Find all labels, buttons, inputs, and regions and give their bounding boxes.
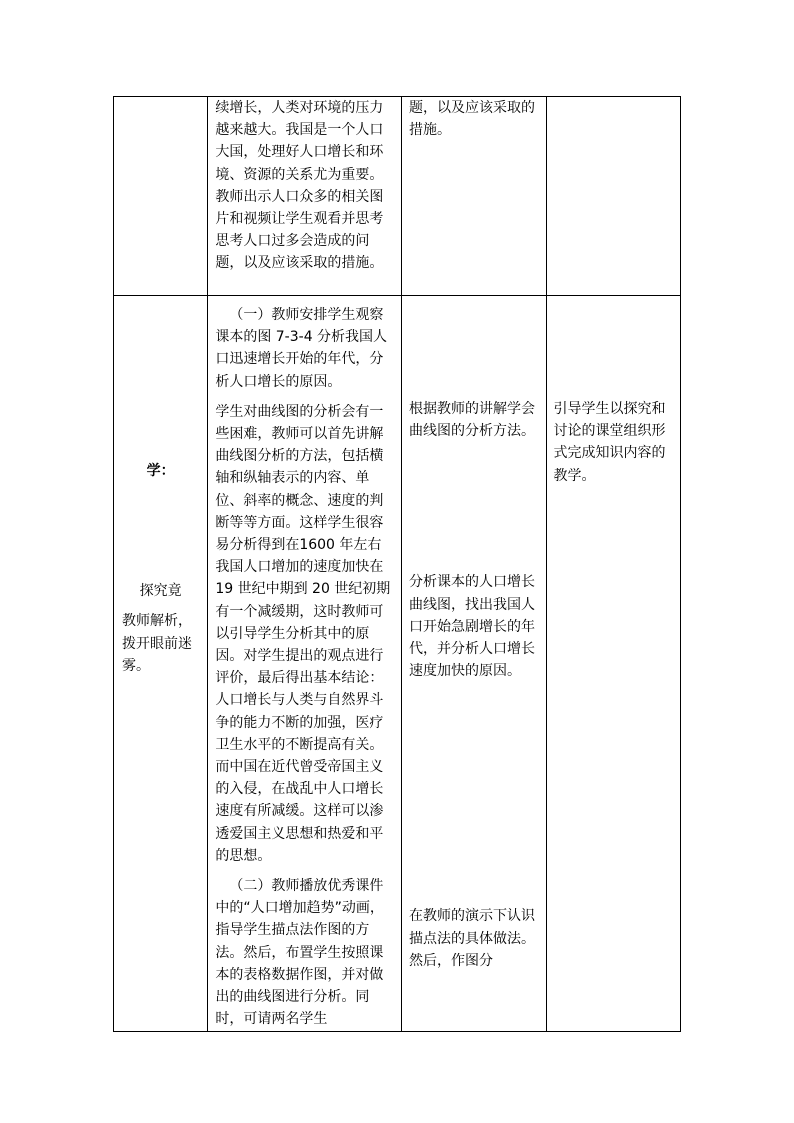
stage-heading: 学： (146, 463, 175, 479)
design-intent-text: 引导学生以探究和讨论的课堂组织形式完成知识内容的教学。 (553, 401, 666, 484)
table-row (114, 296, 681, 1032)
teacher-activity-cell (208, 97, 402, 296)
table-row (114, 97, 681, 296)
design-intent-cell (546, 97, 681, 296)
teacher-activity-cell (208, 296, 402, 1032)
teacher-paragraph-3: （二）教师播放优秀课件中的“人口增加趋势”动画，指导学生描点法作图的方法。然后，布置学生按照课本的表格数据作图，并对做出的曲线图进行分析。同时，可请两名学生 (215, 878, 384, 1028)
lesson-plan-table (113, 96, 681, 1032)
student-paragraph-2: 分析课本的人口增长曲线图，找出我国人口开始急剧增长的年代，并分析人口增长速度加快的原因。 (409, 574, 535, 680)
teacher-activity-text: 续增长，人类对环境的压力越来越大。我国是一个人口大国，处理好人口增长和环境、资源的关系尤为重要。教师出示人口众多的相关图片和视频让学生观看并思考思考人口过多会造成的问题，以及应该采取的措施。 (215, 100, 384, 272)
teacher-paragraph-1: （一）教师安排学生观察课本的图 7-3-4 分析我国人口迅速增长开始的年代，分析人口增长的原因。 (215, 307, 388, 390)
stage-cell (114, 296, 208, 1032)
student-activity-cell (402, 97, 547, 296)
stage-cell (114, 97, 208, 296)
student-activity-cell (402, 296, 547, 1032)
student-paragraph-3: 在教师的演示下认识描点法的具体做法。然后，作图分 (409, 908, 535, 969)
stage-description: 教师解析，拨开眼前迷雾。 (122, 613, 192, 674)
design-intent-cell (546, 296, 681, 1032)
teacher-paragraph-2: 学生对曲线图的分析会有一些困难，教师可以首先讲解曲线图分析的方法，包括横轴和纵轴表示的内容、单位、斜率的概念、速度的判断等等方面。这样学生很容易分析得到在1600 年左右我国人口增加的速度加快在 19 世纪中期到 20 世纪初期有一个减缓期，这时教师可以引导学生分析其中的原因。对学生提出的观点进行评价，最后得出基本结论：人口增长与人类与自然界斗争的能力不断的加强，医疗卫生水平的不断提高有关。而中国在近代曾受帝国主义的入侵，在战乱中人口增长速度有所减缓。这样可以渗透爱国主义思想和热爱和平的思想。 (215, 403, 391, 864)
student-activity-text: 题，以及应该采取的措施。 (409, 100, 535, 139)
stage-subheading: 探究竟 (139, 583, 182, 600)
student-paragraph-1: 根据教师的讲解学会曲线图的分析方法。 (409, 401, 535, 440)
